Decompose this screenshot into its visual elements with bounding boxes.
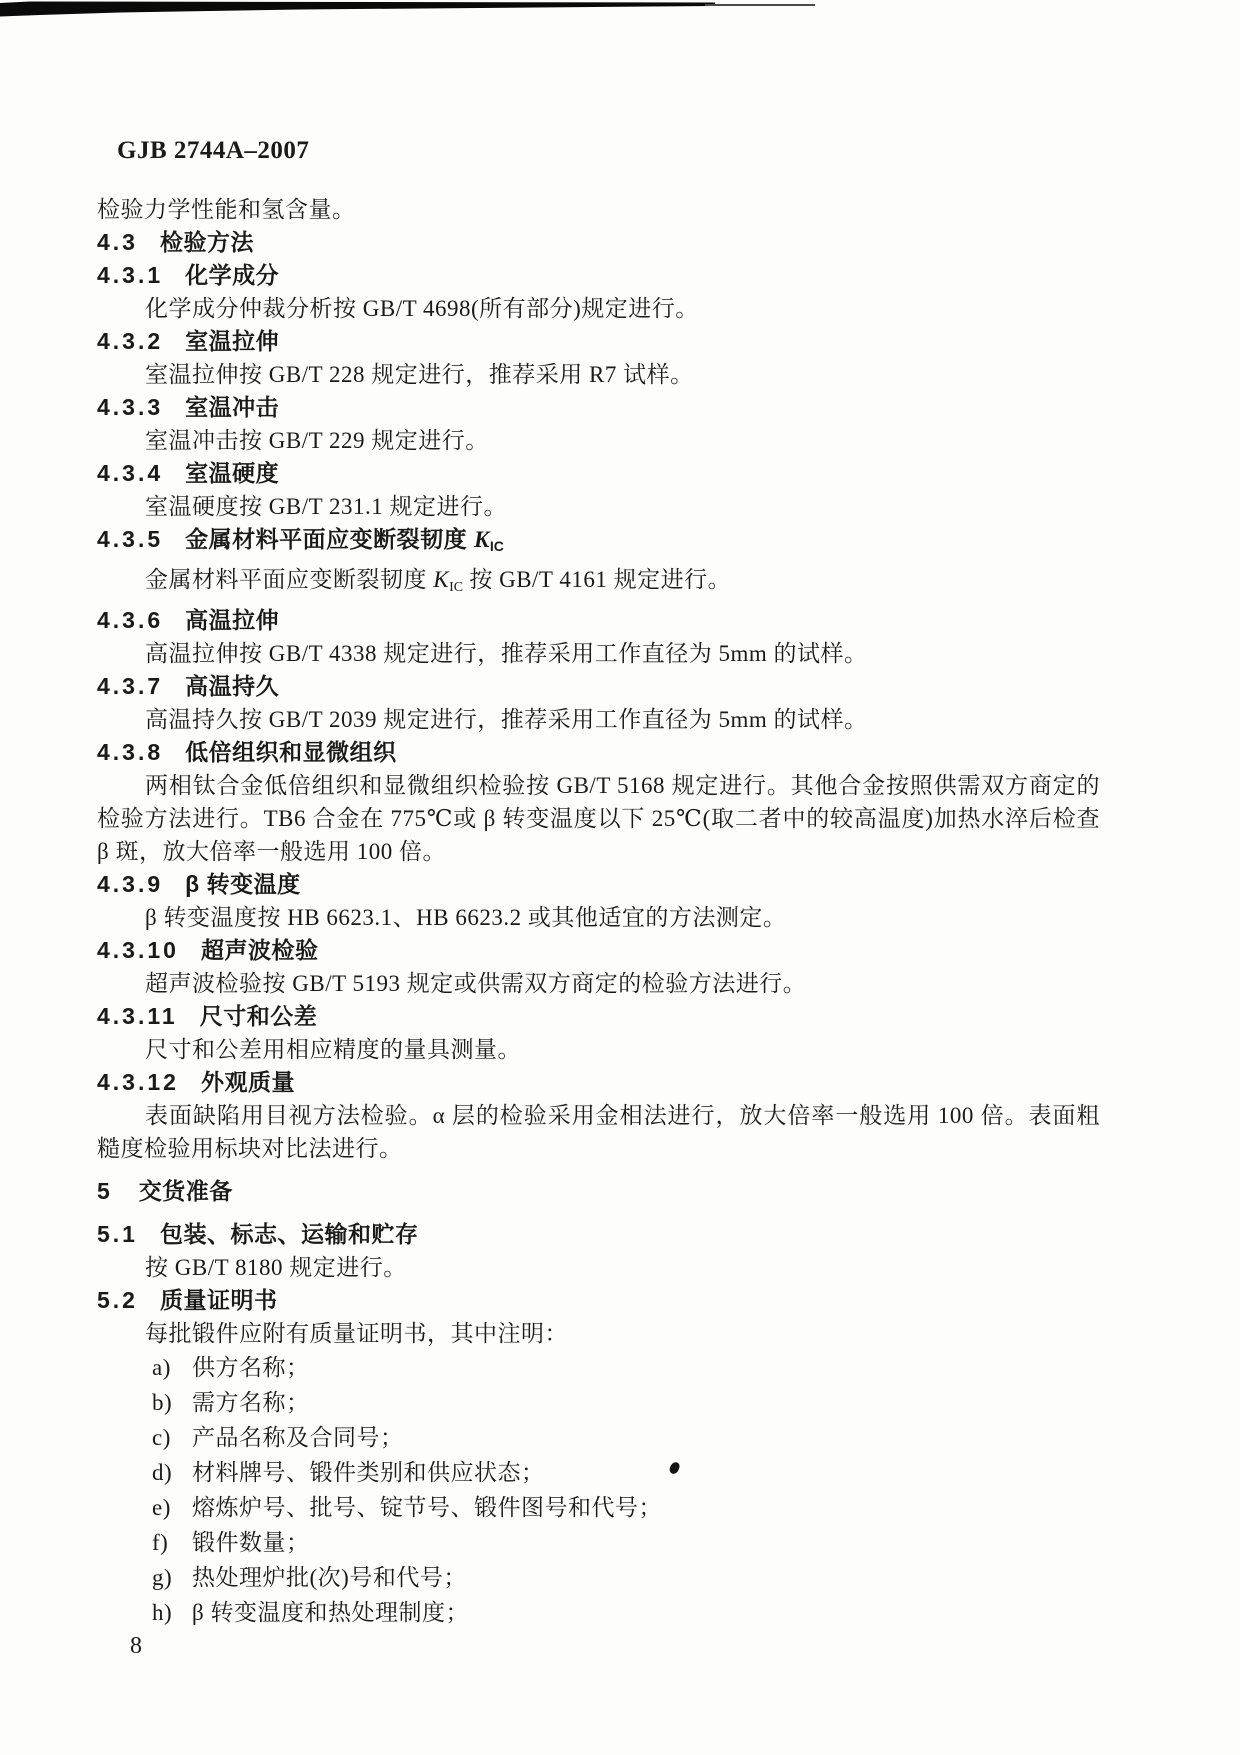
clause-text: 室温硬度按 GB/T 231.1 规定进行。: [145, 494, 507, 519]
list-item-letter: f): [152, 1530, 169, 1555]
list-item-e: [97, 1490, 1100, 1525]
clause-title: 金属材料平面应变断裂韧度: [185, 526, 475, 552]
list-item-letter: a): [152, 1355, 171, 1380]
list-item-letter: g): [152, 1565, 173, 1590]
clause-title: 低倍组织和显微组织: [185, 739, 397, 765]
clause-text: 高温持久按 GB/T 2039 规定进行，推荐采用工作直径为 5mm 的试样。: [145, 707, 868, 732]
clause-number: 4.3.2: [97, 328, 164, 354]
list-item-text: 材料牌号、锻件类别和供应状态；: [192, 1460, 545, 1485]
clause-text: 高温拉伸按 GB/T 4338 规定进行，推荐采用工作直径为 5mm 的试样。: [145, 641, 868, 666]
clause-text: 每批锻件应附有质量证明书，其中注明：: [145, 1321, 568, 1346]
list-item-text: β 转变温度和热处理制度；: [192, 1600, 469, 1625]
clause-title: 室温冲击: [185, 394, 280, 420]
clause-title: 质量证明书: [159, 1287, 278, 1313]
clause-heading-4-3-11: [97, 1000, 1100, 1033]
k-symbol: K: [474, 527, 490, 552]
clause-heading-4-3-12: [97, 1066, 1100, 1099]
list-item-h: [97, 1595, 1100, 1630]
clause-title: 化学成分: [185, 262, 280, 288]
clause-number: 5.1: [97, 1221, 138, 1247]
clause-text: 按 GB/T 8180 规定进行。: [145, 1255, 407, 1280]
list-item-text: 产品名称及合同号；: [192, 1425, 404, 1450]
list-item-b: [97, 1385, 1100, 1420]
list-item-letter: e): [152, 1495, 171, 1520]
list-item-letter: d): [152, 1460, 173, 1485]
clause-heading-4-3-4: [97, 457, 1100, 490]
paragraph-continuation: 检验力学性能和氢含量。: [97, 197, 356, 222]
clause-text: 室温冲击按 GB/T 229 规定进行。: [145, 428, 489, 453]
list-item-text: 需方名称；: [192, 1390, 310, 1415]
clause-text: 尺寸和公差用相应精度的量具测量。: [145, 1037, 521, 1062]
list-item-d: [97, 1455, 1100, 1490]
chapter-title: 交货准备: [138, 1178, 233, 1204]
clause-number: 4.3.9: [97, 871, 164, 897]
clause-heading-4-3-10: [97, 934, 1100, 967]
clause-heading-4-3-2: [97, 325, 1100, 358]
clause-heading-4-3-8: [97, 736, 1100, 769]
clause-heading-4-3-3: [97, 391, 1100, 424]
list-item-f: [97, 1525, 1100, 1560]
clause-heading-4-3-6: [97, 604, 1100, 637]
clause-heading-4-3-7: [97, 670, 1100, 703]
clause-number: 4.3.8: [97, 739, 164, 765]
clause-title: 室温拉伸: [185, 328, 280, 354]
list-item-letter: h): [152, 1600, 173, 1625]
clause-title: 高温持久: [185, 673, 280, 699]
clause-heading-4-3-9: [97, 868, 1100, 901]
clause-number: 4.3.6: [97, 607, 164, 633]
clause-title: 外观质量: [200, 1069, 295, 1095]
standard-number: GJB 2744A–2007: [117, 137, 310, 164]
list-item-letter: b): [152, 1390, 173, 1415]
list-item-text: 热处理炉批(次)号和代号；: [192, 1565, 467, 1590]
clause-heading-4-3-1: [97, 259, 1100, 292]
clause-title: 尺寸和公差: [199, 1003, 318, 1029]
clause-number: 4.3.7: [97, 673, 164, 699]
clause-title: 包装、标志、运输和贮存: [159, 1221, 419, 1247]
k-subscript: IC: [489, 538, 504, 554]
clause-number: 4.3.10: [97, 937, 179, 963]
clause-number: 4.3.3: [97, 394, 164, 420]
clause-heading-4-3: [97, 226, 1100, 259]
clause-text: 超声波检验按 GB/T 5193 规定或供需双方商定的检验方法进行。: [145, 971, 807, 996]
chapter-number: 5: [97, 1178, 111, 1204]
clause-text-part: 按 GB/T 4161 规定进行。: [463, 567, 732, 592]
clause-text: [97, 563, 1100, 604]
clause-text-part: 金属材料平面应变断裂韧度: [145, 567, 434, 592]
clause-text: β 转变温度按 HB 6623.1、HB 6623.2 或其他适宜的方法测定。: [145, 905, 787, 930]
clause-text: 表面缺陷用目视方法检验。α 层的检验采用金相法进行，放大倍率一般选用 100 倍。表面粗糙度检验用标块对比法进行。: [97, 1103, 1100, 1161]
clause-text: 两相钛合金低倍组织和显微组织检验按 GB/T 5168 规定进行。其他合金按照供需双方商定的检验方法进行。TB6 合金在 775℃或 β 转变温度以下 25℃(取二者中的较高温度)加热水淬后检查 β 斑，放大倍率一般选用 100 倍。: [97, 773, 1100, 864]
clause-number: 4.3.4: [97, 460, 164, 486]
list-item-c: [97, 1420, 1100, 1455]
clause-text: 室温拉伸按 GB/T 228 规定进行，推荐采用 R7 试样。: [145, 362, 694, 387]
clause-title: β 转变温度: [185, 871, 301, 897]
list-item-text: 锻件数量；: [192, 1530, 310, 1555]
chapter-heading-5: [97, 1175, 1100, 1208]
clause-number: 4.3.1: [97, 262, 164, 288]
clause-number: 4.3.5: [97, 526, 164, 552]
document-content: [97, 0, 1100, 1663]
k-symbol: K: [433, 567, 450, 592]
list-item-text: 供方名称；: [192, 1355, 310, 1380]
clause-number: 5.2: [97, 1287, 138, 1313]
clause-title: 超声波检验: [200, 937, 319, 963]
clause-heading-4-3-5: [97, 523, 1100, 563]
clause-title: 室温硬度: [185, 460, 280, 486]
clause-number: 4.3.11: [97, 1003, 178, 1029]
clause-heading-5-2: [97, 1284, 1100, 1317]
clause-title: 检验方法: [159, 229, 254, 255]
list-item-letter: c): [152, 1425, 171, 1450]
list-item-a: [97, 1350, 1100, 1385]
page-number: 8: [130, 1633, 142, 1659]
clause-number: 4.3.12: [97, 1069, 179, 1095]
clause-number: 4.3: [97, 229, 138, 255]
list-item-text: 熔炼炉号、批号、锭节号、锻件图号和代号；: [192, 1495, 662, 1520]
clause-title: 高温拉伸: [185, 607, 280, 633]
list-item-g: [97, 1560, 1100, 1595]
clause-heading-5-1: [97, 1218, 1100, 1251]
k-subscript: IC: [449, 580, 464, 595]
clause-text: 化学成分仲裁分析按 GB/T 4698(所有部分)规定进行。: [145, 296, 699, 321]
